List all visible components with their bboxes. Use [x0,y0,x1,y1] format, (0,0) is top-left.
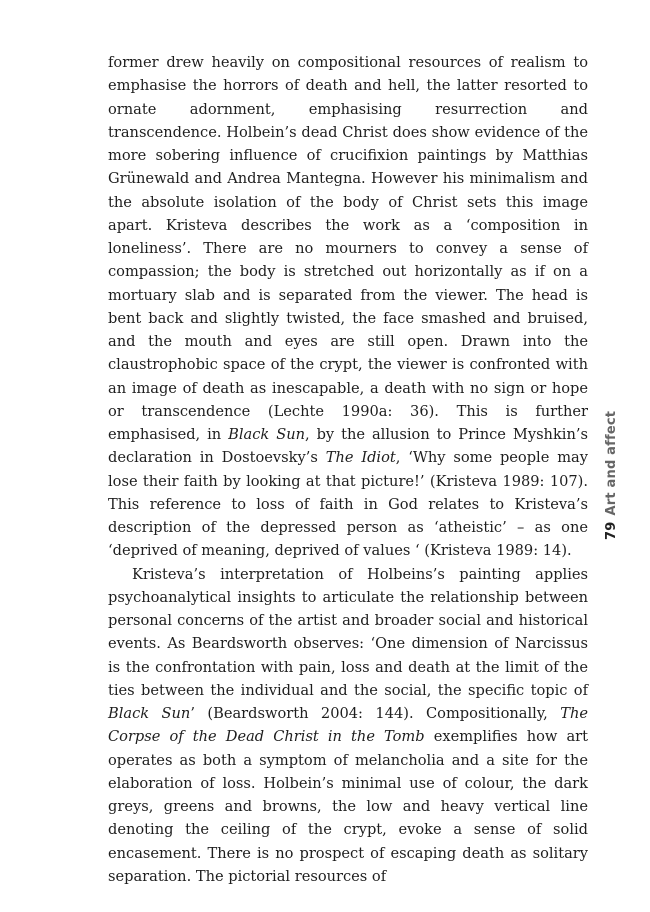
paragraph-1 [108,51,588,563]
text-run: Kristeva’s interpretation of Holbeins’s painting applies psychoanalytical insights to articulate the relationship between personal concerns of the artist and broader social and historical events. As Beardsworth observes: ‘One dimension of Narcissus is the confrontation with pain, loss and death at the limit of the ties between the individual and the social, the specific topic of [108,565,588,699]
italic-title-the-idiot: The Idiot [325,449,396,467]
paragraph-2 [108,563,588,889]
text-run: ’ (Beardsworth 2004: 144). Compositionally, [190,705,561,722]
body-text [108,51,588,888]
italic-title-black-sun: Black Sun [108,705,191,722]
text-run: , ‘Why some people may lose their faith by looking at that picture!’ (Kristeva 1989: 107). This reference to loss of faith in God relates to Kristeva’s description of the depressed person as ‘atheistic’ – as one ‘deprived of meaning, deprived of values ‘ (Kristeva 1989: 14). [108,449,588,560]
italic-title-black-sun: Black Sun [228,426,305,443]
running-head [604,411,619,540]
italic-title-corpse-of-dead-christ: The Corpse of the Dead Christ in the Tomb [108,705,589,746]
text-run: exemplifies how art operates as both a symptom of melancholia and a site for the elaboration of loss. Holbein’s minimal use of colour, the dark greys, greens and browns, the low and heavy vertical line denoting the ceiling of the crypt, evoke a sense of solid encasement. There is no prospect of escaping death as solitary separation. The pictorial resources of [108,728,589,885]
section-title: Art and affect [604,410,619,516]
page-number: 79 [604,521,619,540]
text-run: former drew heavily on compositional resources of realism to emphasise the horrors of death and hell, the latter resorted to ornate adornment, emphasising resurrection and transcendence. Holbein’s dead Christ does show evidence of the more sobering influence of crucifixion paintings by Matthias Grünewald and Andrea Mantegna. However his minimalism and the absolute isolation of the body of Christ sets this image apart. Kristeva describes the work as a ‘composition in loneliness’. There are no mourners to convey a sense of compassion; the body is stretched out horizontally as if on a mortuary slab and is separated from the viewer. The head is bent back and slightly twisted, the face smashed and bruised, and the mouth and eyes are still open. Drawn into the claustrophobic space of the crypt, the viewer is confronted with an image of death as inescapable, a death with no sign or hope or transcendence (Lechte 1990a: 36). This is further emphasised, in [108,54,588,443]
text-run: , by the allusion to Prince Myshkin’s declaration in Dostoevsky’s [108,426,588,467]
